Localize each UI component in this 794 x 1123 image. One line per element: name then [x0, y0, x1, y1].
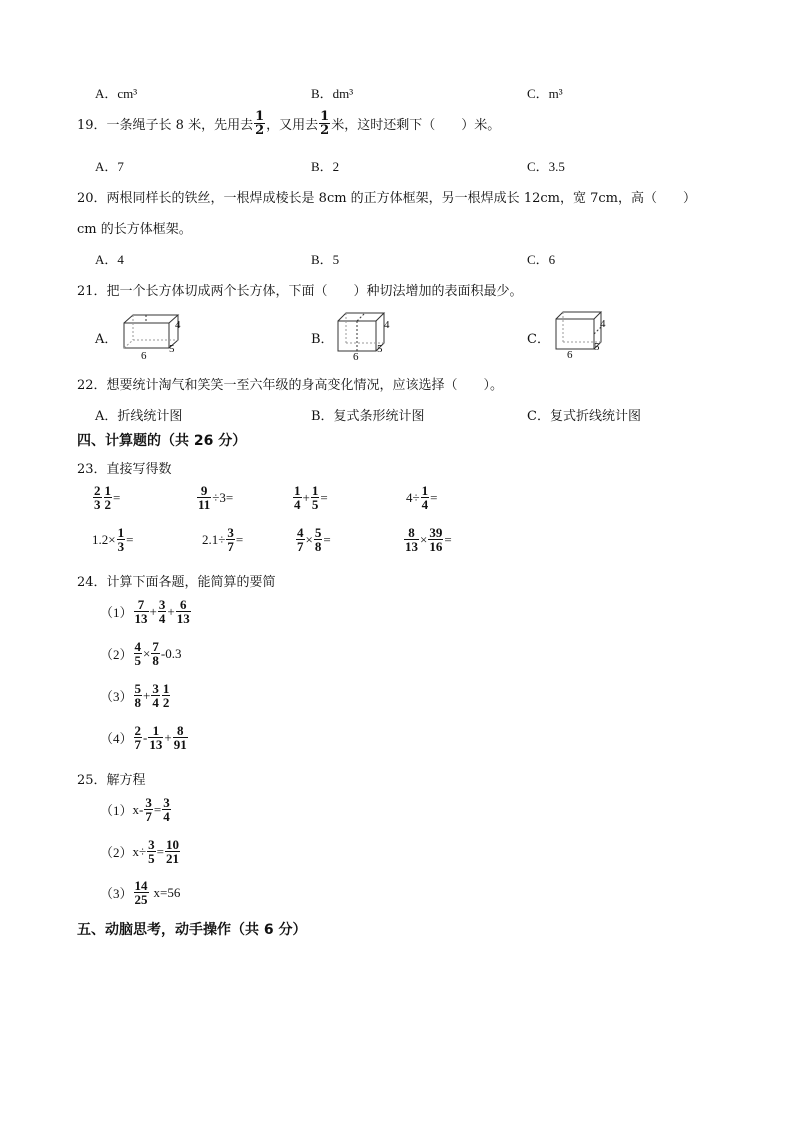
q22-option-a: A．折线统计图 — [95, 409, 183, 424]
q23-expr-8: $\frac{8}{13}$ × $\frac{39}{16}$ = — [405, 525, 452, 554]
q23-expr-6: 2.1÷ $\frac{3}{7}$ = — [202, 525, 244, 554]
question-24-title: 24．计算下面各题，能简算的要简 — [77, 575, 276, 590]
q23-expr-1: $\frac{2}{3}$ $\frac{1}{2}$ = — [94, 483, 121, 512]
question-text: 一条绳子长 8 米，先用去 — [106, 118, 254, 133]
q21-cuboid-c-image — [551, 309, 621, 365]
question-23-title: 23．直接写得数 — [77, 462, 172, 477]
q18-option-b: B．dm³ — [311, 86, 354, 101]
dim-length: 6 — [567, 349, 573, 361]
q19-option-a: A．7 — [95, 159, 124, 174]
q23-expr-5: 1.2× $\frac{1}{3}$ = — [92, 525, 134, 554]
dim-height: 4 — [384, 319, 390, 331]
q19-option-c: C．3.5 — [527, 159, 565, 174]
dim-width: 5 — [377, 343, 383, 355]
q21-cuboid-a-image — [119, 309, 189, 365]
q21-cuboid-b-image — [333, 309, 403, 365]
q21-option-a: A． — [95, 332, 118, 347]
fraction: $\frac{1}{2}$ — [255, 109, 265, 138]
q24-problem-1: （1） $\frac{7}{13}$ + $\frac{3}{4}$ + $\frac{6}{13}$ — [100, 597, 190, 626]
q23-expr-2: $\frac{9}{11}$ ÷3= — [198, 483, 234, 512]
section-4-heading: 四、计算题的（共 26 分） — [77, 433, 247, 449]
q21-option-c: C． — [527, 332, 550, 347]
dim-height: 4 — [600, 318, 606, 330]
dim-length: 6 — [141, 350, 147, 362]
question-19 — [77, 110, 500, 137]
q20-option-a: A．4 — [95, 252, 124, 267]
question-20-line1: 20．两根同样长的铁丝，一根焊成棱长是 8cm 的正方体框架，另一根焊成长 12cm，宽 7cm，高（ ） — [77, 191, 696, 206]
q18-option-c: C．m³ — [527, 86, 563, 101]
q24-problem-4: （4） $\frac{2}{7}$ - $\frac{1}{13}$ + $\frac{8}{91}$ — [100, 723, 187, 752]
dim-width: 5 — [594, 341, 600, 353]
q18-option-a: A．cm³ — [95, 86, 138, 101]
question-number: 19． — [77, 118, 107, 133]
q23-expr-4: 4÷ $\frac{1}{4}$ = — [406, 483, 438, 512]
question-22: 22．想要统计淘气和笑笑一至六年级的身高变化情况，应该选择（ ）。 — [77, 378, 504, 393]
dim-width: 5 — [169, 343, 175, 355]
question-20-line2: cm 的长方体框架。 — [77, 222, 192, 237]
q20-option-c: C．6 — [527, 252, 556, 267]
question-21: 21．把一个长方体切成两个长方体，下面（ ）种切法增加的表面积最少。 — [77, 284, 523, 299]
q24-problem-2: （2） $\frac{4}{5}$ × $\frac{7}{8}$ -0.3 — [100, 639, 182, 668]
dim-height: 4 — [175, 319, 181, 331]
q20-option-b: B．5 — [311, 252, 340, 267]
question-text: ，又用去 — [266, 118, 319, 133]
q21-option-b: B． — [311, 332, 334, 347]
section-5-heading: 五、动脑思考，动手操作（共 6 分） — [77, 922, 307, 938]
q19-option-b: B．2 — [311, 159, 340, 174]
fraction: $\frac{1}{2}$ — [320, 109, 330, 138]
q25-equation-1: （1） x- $\frac{3}{7}$ = $\frac{3}{4}$ — [100, 795, 170, 824]
q22-option-b: B．复式条形统计图 — [311, 409, 425, 424]
question-text: 米，这时还剩下（ ）米。 — [331, 118, 501, 133]
q23-expr-3: $\frac{1}{4}$ + $\frac{1}{5}$ = — [294, 483, 328, 512]
q23-expr-7: $\frac{4}{7}$ × $\frac{5}{8}$ = — [297, 525, 331, 554]
q24-problem-3: （3） $\frac{5}{8}$ + $\frac{3}{4}$ $\frac{1}{2}$ — [100, 681, 170, 710]
q25-equation-3: （3） $\frac{14}{25}$ x=56 — [100, 878, 181, 907]
question-25-title: 25．解方程 — [77, 773, 146, 788]
q25-equation-2: （2） x÷ $\frac{3}{5}$ = $\frac{10}{21}$ — [100, 837, 179, 866]
dim-length: 6 — [353, 351, 359, 363]
q22-option-c: C．复式折线统计图 — [527, 409, 641, 424]
